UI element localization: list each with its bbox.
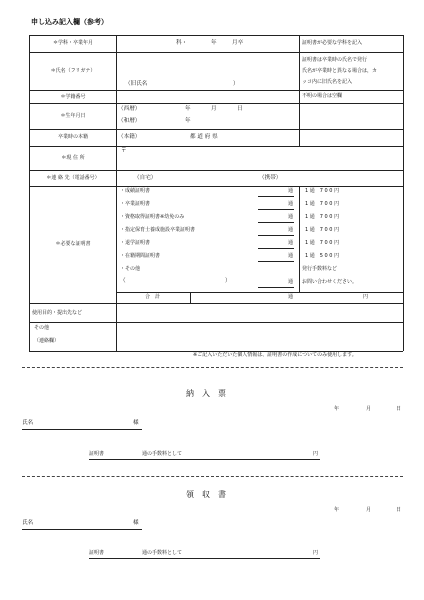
label-student-no: ＊学籍番号: [60, 94, 86, 100]
label-certs: ＊必要な証明書: [55, 241, 91, 247]
note-dept: 証明書が必要な学科を記入: [302, 40, 363, 46]
cut-line-2: [22, 476, 403, 477]
application-form-table: ＊学科・卒業年月 科・ 年 月卒 証明書が必要な学科を記入 ＊氏名（フリガナ） （旧氏名 ） 証明書は卒業時の氏名で発行 氏名が卒業時と異なる場合は，カ ッコ内に旧氏名を記入 ＊学籍番号 不明の場合は空欄 ＊生年月日 （西暦） 年 月 日 （和暦） 年 卒業時の本籍 （本籍） 都 道 府 県 ＊現 住 所 〒 ＊連 絡 先（電話番号） （自宅） （携帯） ＊必要な証明書 ・成績証明書 ・卒業証明書 ・資格取得証明書※幼免のみ ・指定保育士養成施設卒業証明書 ・退学証明書 ・在籍期間証明書 ・その他 （ ） 通 通 通 通 通 通 通 1 通 7 0 0 円 1 通 7 0 0 円 1 通 7 0 0 円 1 通 7 0 0 円 1 通 7 0 0 円 1 通 5 0 0 円 発行手数料など お問い合わせください。 合 計 通 円 使用目的・提出先など その他 （連絡欄）: [29, 35, 403, 351]
label-birth: ＊生年月日: [60, 113, 86, 119]
cert-item-1: ・成績証明書: [120, 188, 151, 194]
note-other-2: お問い合わせください。: [302, 279, 358, 285]
payment-fee-field[interactable]: [89, 459, 320, 460]
privacy-note: ※ご記入いただいた個人情報は、証明書の作成についてのみ使用します。: [193, 352, 357, 358]
receipt-name-field[interactable]: [22, 529, 142, 530]
count-field-6[interactable]: [258, 261, 294, 262]
cert-item-6: ・在籍期間証明書: [120, 253, 161, 259]
table-border-top: [29, 35, 403, 36]
note-student-no: 不明の場合は空欄: [302, 93, 343, 99]
count-field-other[interactable]: [258, 287, 294, 288]
note-name-3: ッコ内に旧氏名を記入: [302, 79, 353, 85]
table-border-right: [403, 35, 404, 351]
price-2: 1 通 7 0 0 円: [305, 201, 340, 207]
receipt-title: 領 収 書: [186, 490, 226, 499]
price-3: 1 通 7 0 0 円: [305, 214, 340, 220]
label-dept: ＊学科・卒業年月: [52, 40, 93, 46]
label-contact: ＊連 絡 先（電話番号）: [46, 175, 100, 181]
count-field-4[interactable]: [258, 235, 294, 236]
cert-item-3: ・資格取得証明書※幼免のみ: [120, 214, 185, 220]
receipt-fee-field[interactable]: [89, 558, 320, 559]
total-label: 合 計: [145, 294, 161, 300]
count-field-1[interactable]: [258, 196, 294, 197]
count-field-2[interactable]: [258, 209, 294, 210]
label-misc: その他: [34, 325, 50, 331]
note-other-1: 発行手数料など: [302, 266, 338, 272]
cert-item-other: ・その他: [120, 266, 141, 272]
label-address: ＊現 住 所: [61, 155, 85, 161]
label-name: ＊氏名（フリガナ）: [50, 68, 96, 74]
label-purpose: 使用目的・提出先など: [32, 310, 83, 316]
count-field-5[interactable]: [258, 248, 294, 249]
count-field-3[interactable]: [258, 222, 294, 223]
price-4: 1 通 7 0 0 円: [305, 227, 340, 233]
cut-line-1: [22, 367, 403, 368]
label-domicile: 卒業時の本籍: [57, 134, 88, 140]
price-5: 1 通 7 0 0 円: [305, 240, 340, 246]
price-1: 1 通 7 0 0 円: [305, 188, 340, 194]
cert-item-2: ・卒業証明書: [120, 201, 151, 207]
form-title: 申し込み記入欄（参考）: [31, 18, 108, 26]
note-name-2: 氏名が卒業時と異なる場合は，カ: [302, 68, 378, 74]
price-6: 1 通 5 0 0 円: [305, 253, 340, 259]
cert-item-4: ・指定保育士養成施設卒業証明書: [120, 227, 196, 233]
payment-name-field[interactable]: [22, 429, 142, 430]
note-name-1: 証明書は卒業時の氏名で発行: [302, 57, 368, 63]
label-misc-sub: （連絡欄）: [34, 338, 60, 344]
cert-item-5: ・退学証明書: [120, 240, 151, 246]
payment-slip-title: 納 入 票: [186, 389, 226, 398]
